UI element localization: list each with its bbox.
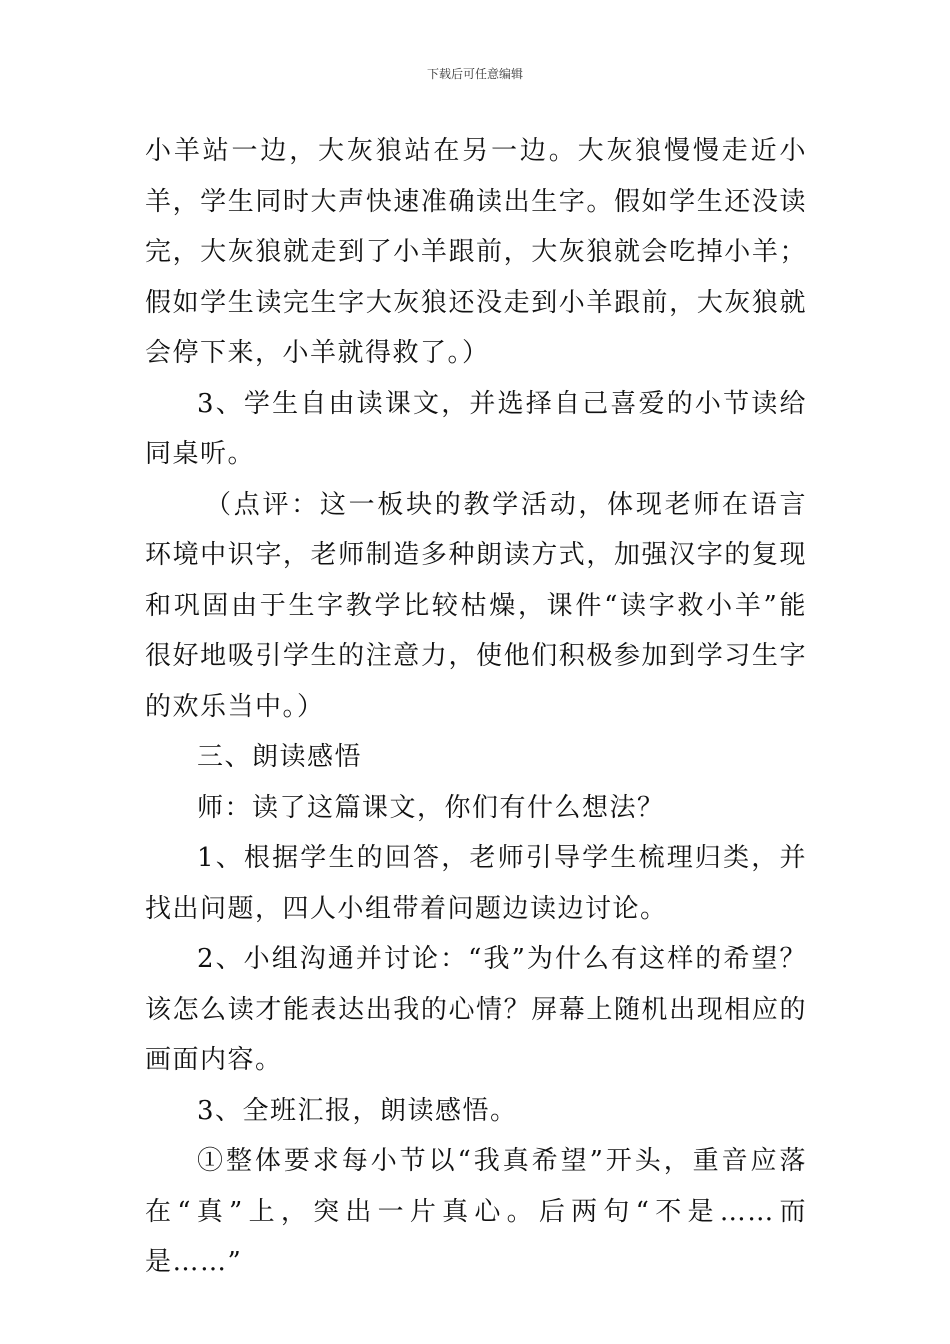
paragraph-step-3-free-reading: 3、学生自由读课文，并选择自己喜爱的小节读给同桌听。: [145, 388, 807, 469]
paragraph-step-1: 1、根据学生的回答，老师引导学生梳理归类，并找出问题，四人小组带着问题边读边讨论。: [145, 843, 807, 924]
document-body: [145, 126, 807, 1288]
paragraph-comment: （点评：这一板块的教学活动，体现老师在语言环境中识字，老师制造多种朗读方式，加强汉字的复现和巩固由于生字教学比较枯燥，课件“读字救小羊”能很好地吸引学生的注意力，使他们积极参加到学习生字的欢乐当中。）: [145, 489, 807, 722]
paragraph-step-3-class-report: 3、全班汇报，朗读感悟。: [197, 1095, 518, 1126]
section-heading-reading-insight: 三、朗读感悟: [197, 742, 363, 772]
paragraph-continuation: 小羊站一边，大灰狼站在另一边。大灰狼慢慢走近小羊，学生同时大声快速准确读出生字。假如学生还没读完，大灰狼就走到了小羊跟前，大灰狼就会吃掉小羊；假如学生读完生字大灰狼还没走到小羊跟前，大灰狼就会停下来，小羊就得救了。）: [145, 136, 807, 368]
paragraph-point-1: ①整体要求每小节以“我真希望”开头，重音应落在“真”上，突出一片真心。后两句“不是……而是……”: [145, 1146, 807, 1277]
paragraph-teacher-question: 师：读了这篇课文，你们有什么想法？: [197, 792, 665, 823]
paragraph-step-2: 2、小组沟通并讨论：“我”为什么有这样的希望？该怎么读才能表达出我的心情？屏幕上随机出现相应的画面内容。: [145, 944, 807, 1075]
page-header: 下载后可任意编辑: [426, 67, 523, 81]
